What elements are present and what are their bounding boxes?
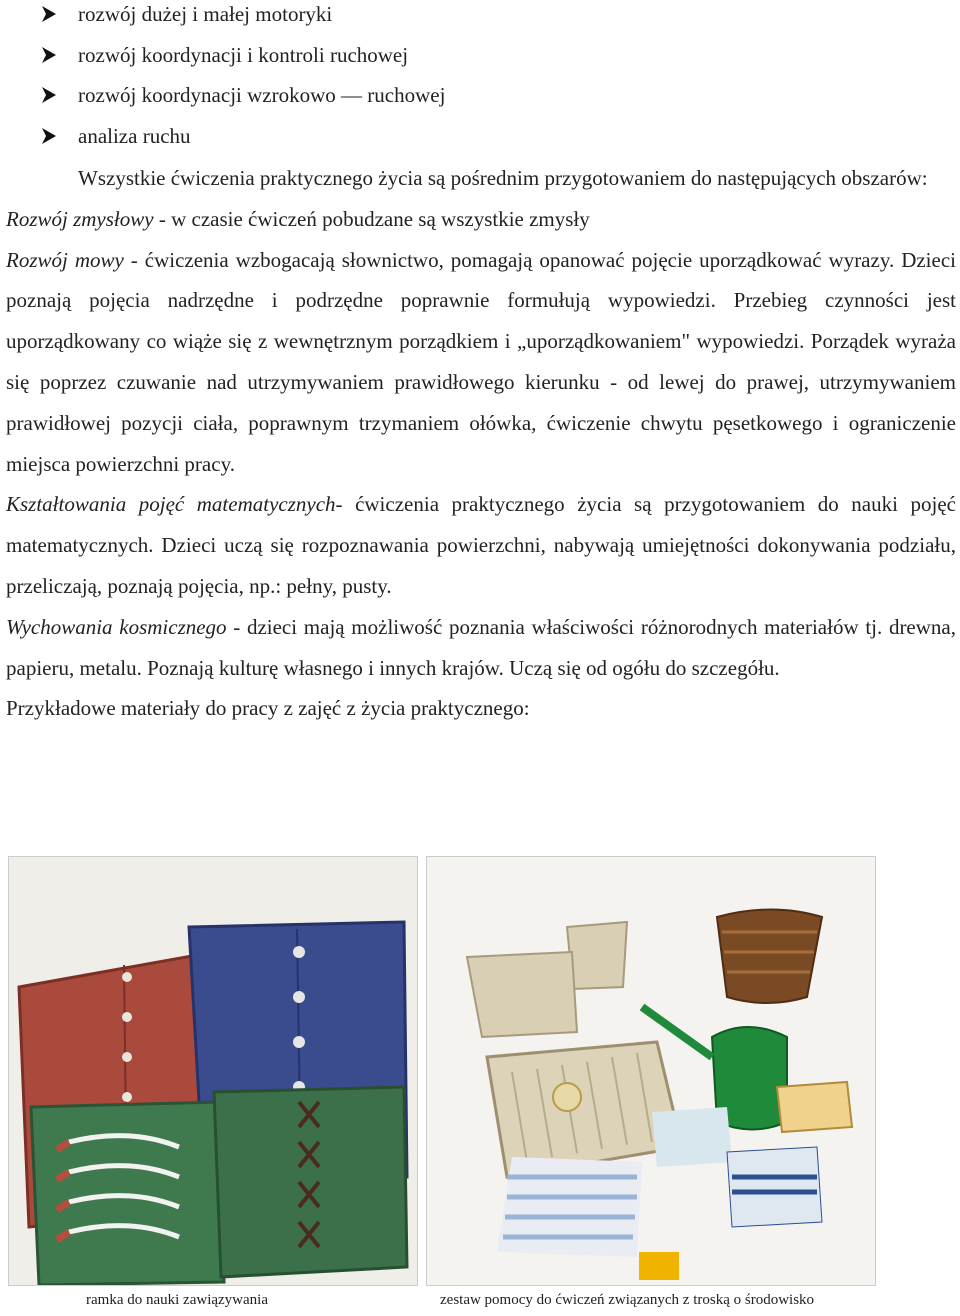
caption-left: ramka do nauki zawiązywania (86, 1292, 268, 1308)
bullet-item (40, 81, 445, 122)
caption-right: zestaw pomocy do ćwiczeń związanych z troską o środowisko (440, 1292, 815, 1308)
section-paragraph (6, 199, 956, 240)
bullet-item (40, 122, 445, 163)
bullet-item (40, 41, 445, 82)
section-paragraph (6, 240, 956, 485)
dressing-frames-photo (8, 856, 418, 1286)
body-text (6, 158, 956, 729)
arrow-bullet-icon (40, 86, 58, 104)
bullet-text: rozwój koordynacji wzrokowo — ruchowej (78, 83, 446, 107)
bullet-text: rozwój dużej i małej motoryki (78, 2, 333, 26)
section-paragraph (6, 484, 956, 606)
section-term: Kształtowania pojęć matematycznych- (6, 492, 343, 517)
bullet-text: analiza ruchu (78, 123, 191, 148)
arrow-bullet-icon (40, 127, 58, 145)
arrow-bullet-icon (40, 46, 58, 64)
section-term: Wychowania kosmicznego (6, 614, 227, 639)
bullet-list (40, 0, 445, 162)
bullet-text: rozwój koordynacji i kontroli ruchowej (78, 42, 409, 67)
section-paragraph (6, 607, 956, 689)
intro-paragraph: Wszystkie ćwiczenia praktycznego życia są pośrednim przygotowaniem do następujących obszarów: (78, 166, 928, 190)
closing-paragraph: Przykładowe materiały do pracy z zajęć z życia praktycznego: (6, 696, 530, 721)
section-term: Rozwój zmysłowy (6, 206, 154, 231)
section-text: ćwiczenia praktycznego życia są przygotowaniem do nauki pojęć matematycznych. Dzieci uczą się rozpoznawania powierzchni, nabywają umiejętności dokonywania podziału, przeliczają, poznają pojęcia, np.: pełny, pusty. (6, 492, 956, 598)
section-text: - ćwiczenia wzbogacają słownictwo, pomagają opanować pojęcie uporządkować wyrazy. Dzieci poznają pojęcia nadrzędne i podrzędne poprawnie formułują wypowiedzi. Przebieg czynności jest uporządkowany co wiąże się z wewnętrznym porządkiem i „uporządkowaniem" wypowiedzi. Porządek wyraża się poprzez czuwanie nad utrzymywaniem prawidłowego kierunku - od lewej do prawej, utrzymywaniem prawidłowej pozycji ciała, poprawnym trzymaniem ołówka, ćwiczenie chwytu pęsetkowego i ograniczenie miejsca powierzchni pracy. (6, 247, 956, 476)
bullet-item (40, 0, 445, 41)
section-text: - dzieci mają możliwość poznania właściwości różnorodnych materiałów tj. drewna, papieru, metalu. Poznają kulturę własnego i innych krajów. Uczą się od ogółu do szczegółu. (6, 614, 956, 680)
section-text: - w czasie ćwiczeń pobudzane są wszystkie zmysły (153, 206, 590, 231)
arrow-bullet-icon (40, 5, 58, 23)
practical-life-materials-photo (426, 856, 876, 1286)
section-term: Rozwój mowy (6, 247, 124, 272)
